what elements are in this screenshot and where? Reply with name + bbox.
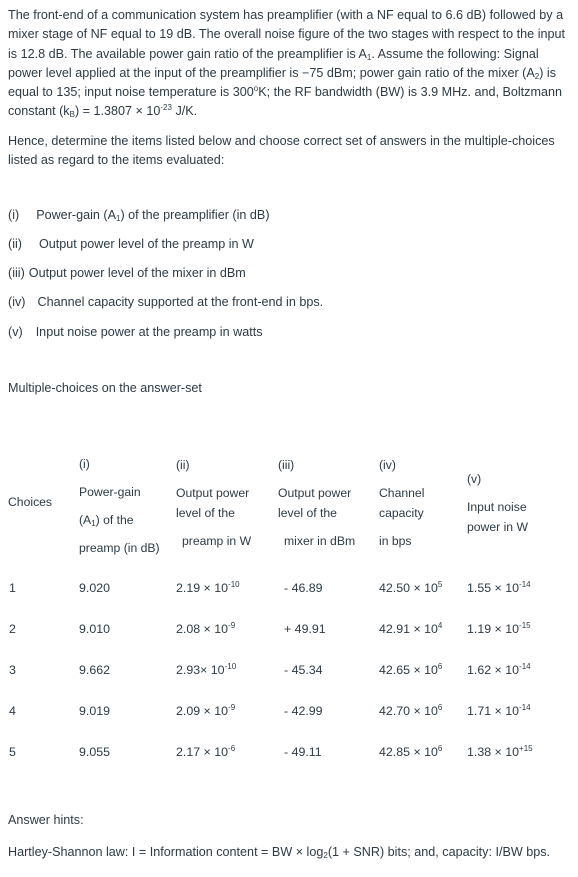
header-line: level of the — [278, 506, 337, 520]
value-noise-power: $1.19 \times 10^{-15}$ — [467, 621, 531, 636]
value-mixer-dbm: - 49.11 — [284, 745, 322, 759]
value-gain-db: 9.020 — [79, 581, 111, 595]
value-mixer-dbm: - 42.99 — [284, 704, 323, 718]
value-preamp-power: $2.93\times 10^{-10}$ — [176, 662, 237, 677]
item-subscript: 1 — [115, 214, 121, 223]
choices-header: Choices — [8, 495, 53, 509]
instruction-text — [8, 132, 574, 171]
intro-text: mixer stage of NF equal to 19 dB. The overall noise figure of the two stages with respect to the input — [8, 27, 565, 42]
value-preamp-power: $2.08 \times 10^{-9}$ — [176, 621, 236, 636]
value-gain-db: 9.055 — [79, 745, 111, 759]
value-preamp-power: $2.17 \times 10^{-6}$ — [176, 744, 236, 759]
value-capacity: $42.65 \times 10^6$ — [379, 662, 443, 677]
item-text: Input noise power at the preamp in watts — [35, 325, 263, 339]
intro-text: ) = 1.3807 × 10 — [74, 104, 161, 119]
choice-number: 1 — [9, 581, 16, 595]
value-noise-power: $1.71 \times 10^{-14}$ — [467, 703, 531, 718]
intro-text: is 12.8 dB. The available power gain ratio of the preamplifier is A — [8, 46, 367, 61]
header-line: mixer in dBm — [284, 534, 356, 548]
header-line: power in W — [467, 520, 528, 534]
value-noise-power: $1.38 \times 10^{+15}$ — [467, 744, 533, 759]
instruction-line: listed as regard to the items evaluated: — [8, 153, 225, 168]
item-number: (ii) — [8, 237, 22, 251]
header-num: (iii) — [278, 458, 295, 472]
header-line: level of the — [176, 506, 235, 520]
header-col-iv — [379, 455, 424, 551]
intro-text: J/K. — [171, 104, 198, 119]
header-line: Output power — [176, 486, 250, 500]
item-number: (iv) — [8, 295, 26, 309]
problem-statement — [8, 6, 574, 122]
header-col-i — [79, 450, 160, 562]
header-col-ii — [176, 455, 251, 551]
value-noise-power: $1.62 \times 10^{-14}$ — [467, 662, 531, 677]
value-mixer-dbm: - 46.89 — [284, 581, 323, 595]
header-line: $(A_1)$ of the — [79, 513, 134, 528]
choice-number: 4 — [9, 704, 16, 718]
value-mixer-dbm: - 45.34 — [284, 663, 323, 677]
item-number: (v) — [8, 325, 23, 339]
intro-subscript: 2 — [534, 71, 540, 81]
header-line: Output power — [278, 486, 352, 500]
header-line: Power-gain — [79, 485, 141, 499]
value-gain-db: 9.010 — [79, 622, 111, 636]
item-number: (i) — [8, 208, 20, 222]
value-capacity: $42.85 \times 10^6$ — [379, 744, 443, 759]
header-num: (ii) — [176, 458, 190, 472]
header-num: (v) — [467, 472, 482, 486]
header-line: capacity — [379, 506, 424, 520]
header-line: in bps — [379, 534, 412, 548]
item-text: Channel capacity supported at the front-end in bps. — [37, 295, 324, 309]
intro-text: ) is — [539, 65, 557, 80]
choice-number: 3 — [9, 663, 16, 677]
value-capacity: $42.70 \times 10^6$ — [379, 703, 443, 718]
shannon-law-hint: Hartley-Shannon law: I = Information content = BW × $\log_2(1 + SNR)$ bits; and, capacity: I/BW bps. — [8, 845, 551, 860]
section-title: Multiple-choices on the answer-set — [8, 381, 202, 395]
header-num: (iv) — [379, 458, 396, 472]
item-iii — [8, 266, 246, 280]
intro-superscript: -23 — [160, 103, 172, 113]
value-preamp-power: $2.19 \times 10^{-10}$ — [176, 580, 240, 595]
value-gain-db: 9.662 — [79, 663, 111, 677]
intro-text: equal to 135; input noise temperature is 300 — [8, 85, 254, 100]
header-line: Channel — [379, 486, 425, 500]
value-capacity: $42.50 \times 10^5$ — [379, 580, 443, 595]
intro-subscript: 1 — [366, 52, 372, 62]
item-i — [8, 208, 270, 222]
header-line: preamp (in dB) — [79, 541, 160, 555]
choice-number: 5 — [9, 745, 16, 759]
value-preamp-power: $2.09 \times 10^{-9}$ — [176, 703, 236, 718]
item-text: Power-gain (A — [36, 208, 116, 222]
item-text: ) of the preamplifier (in dB) — [120, 208, 270, 222]
choice-number: 2 — [9, 622, 16, 636]
header-col-v — [467, 469, 528, 537]
item-text: Output power level of the preamp in W — [38, 237, 254, 251]
item-text: Output power level of the mixer in dBm — [28, 266, 246, 280]
intro-text: . Assume the following: Signal — [371, 46, 539, 61]
intro-subscript: B — [69, 110, 75, 120]
intro-superscript: o — [253, 84, 259, 94]
value-capacity: $42.91 \times 10^4$ — [379, 621, 443, 636]
intro-text: K; the RF bandwidth (BW) is 3.9 MHz. and, Boltzmann — [258, 85, 562, 100]
item-v — [8, 325, 263, 339]
header-line: Input noise — [467, 500, 527, 514]
item-iv — [8, 295, 323, 309]
intro-text: constant (k — [8, 104, 70, 119]
header-col-iii — [278, 455, 355, 551]
header-line: preamp in W — [182, 534, 252, 548]
item-ii — [8, 237, 254, 251]
intro-text: power level applied at the input of the preamplifier is −75 dBm; power gain ratio of the mixer (A — [8, 65, 535, 80]
instruction-line: Hence, determine the items listed below and choose correct set of answers in the multiple-choices — [8, 134, 555, 148]
hints-title: Answer hints: — [8, 813, 84, 827]
value-noise-power: $1.55 \times 10^{-14}$ — [467, 580, 531, 595]
value-mixer-dbm: + 49.91 — [284, 622, 326, 636]
header-num: (i) — [79, 457, 90, 471]
value-gain-db: 9.019 — [79, 704, 111, 718]
intro-text: The front-end of a communication system has preamplifier (with a NF equal to 6.6 dB) followed by a — [8, 8, 564, 22]
item-number: (iii) — [8, 266, 25, 280]
